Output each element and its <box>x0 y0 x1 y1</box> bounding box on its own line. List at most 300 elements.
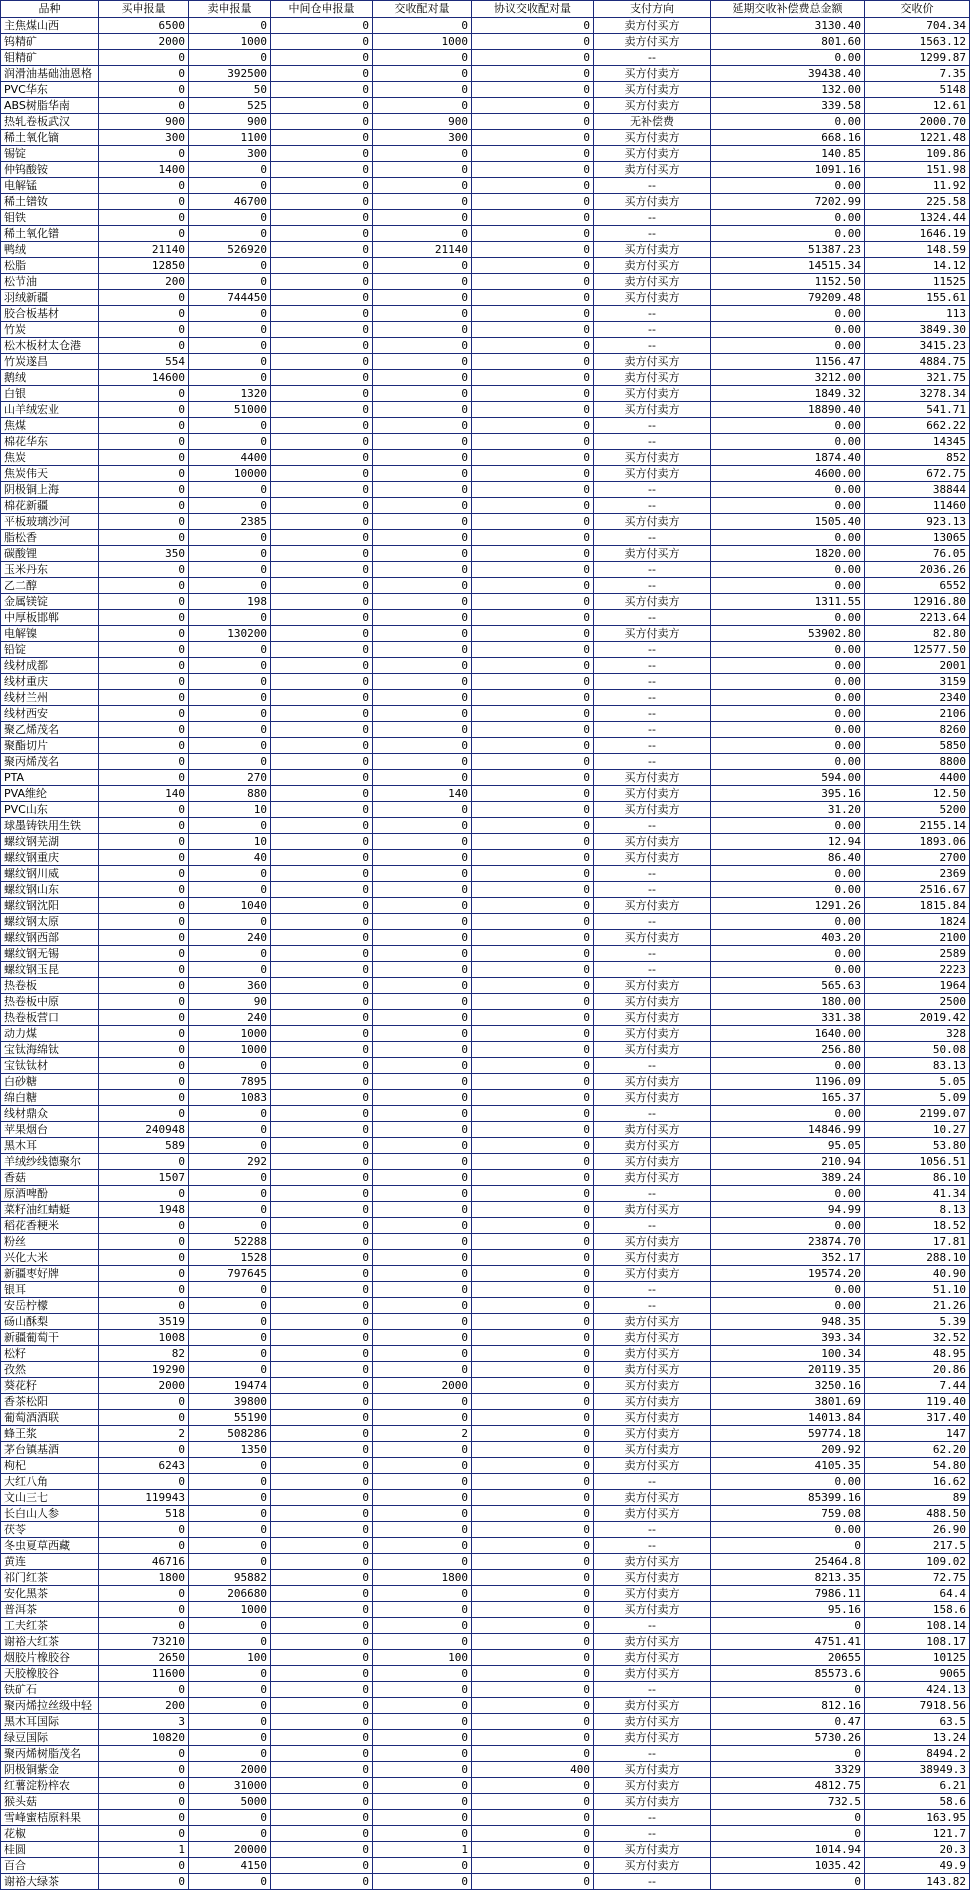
variety-cell: 球墨铸铁用生铁 <box>1 818 99 834</box>
delivery-price-cell: 17.81 <box>865 1234 970 1250</box>
deferred-compensation-cell: 0.00 <box>711 1186 865 1202</box>
intermediate-qty-cell: 0 <box>271 338 373 354</box>
deferred-compensation-cell: 0 <box>711 1826 865 1842</box>
sell-qty-cell: 360 <box>189 978 271 994</box>
sell-qty-cell: 797645 <box>189 1266 271 1282</box>
agreement-matched-qty-cell: 0 <box>472 18 594 34</box>
deferred-compensation-cell: 20655 <box>711 1650 865 1666</box>
payment-direction-cell: -- <box>594 1474 711 1490</box>
variety-cell: PVC华东 <box>1 82 99 98</box>
buy-qty-cell: 0 <box>99 306 189 322</box>
deferred-compensation-cell: 0.00 <box>711 498 865 514</box>
sell-qty-cell: 0 <box>189 706 271 722</box>
sell-qty-cell: 880 <box>189 786 271 802</box>
payment-direction-cell: -- <box>594 1106 711 1122</box>
sell-qty-cell: 0 <box>189 306 271 322</box>
buy-qty-cell: 0 <box>99 978 189 994</box>
matched-qty-cell: 0 <box>373 1666 472 1682</box>
variety-cell: 铁矿石 <box>1 1682 99 1698</box>
agreement-matched-qty-cell: 0 <box>472 1026 594 1042</box>
delivery-price-cell: 2155.14 <box>865 818 970 834</box>
agreement-matched-qty-cell: 0 <box>472 1442 594 1458</box>
buy-qty-cell: 46716 <box>99 1554 189 1570</box>
table-row <box>1 386 970 402</box>
matched-qty-cell: 0 <box>373 1074 472 1090</box>
table-row <box>1 290 970 306</box>
delivery-price-cell: 288.10 <box>865 1250 970 1266</box>
intermediate-qty-cell: 0 <box>271 1090 373 1106</box>
intermediate-qty-cell: 0 <box>271 482 373 498</box>
delivery-price-cell: 4884.75 <box>865 354 970 370</box>
agreement-matched-qty-cell: 0 <box>472 1554 594 1570</box>
deferred-compensation-cell: 0 <box>711 1682 865 1698</box>
sell-qty-cell: 55190 <box>189 1410 271 1426</box>
delivery-price-cell: 8494.2 <box>865 1746 970 1762</box>
sell-qty-cell: 0 <box>189 50 271 66</box>
agreement-matched-qty-cell: 0 <box>472 658 594 674</box>
deferred-compensation-cell: 759.08 <box>711 1506 865 1522</box>
matched-qty-cell: 0 <box>373 210 472 226</box>
deferred-compensation-cell: 20119.35 <box>711 1362 865 1378</box>
variety-cell: 苹果烟台 <box>1 1122 99 1138</box>
payment-direction-cell: 买方付卖方 <box>594 1042 711 1058</box>
variety-cell: 大红八角 <box>1 1474 99 1490</box>
payment-direction-cell: -- <box>594 1874 711 1890</box>
variety-cell: 稀土氧化镨 <box>1 226 99 242</box>
matched-qty-cell: 0 <box>373 978 472 994</box>
sell-qty-cell: 0 <box>189 338 271 354</box>
deferred-compensation-cell: 395.16 <box>711 786 865 802</box>
variety-cell: 螺纹钢山东 <box>1 882 99 898</box>
deferred-compensation-cell: 812.16 <box>711 1698 865 1714</box>
deferred-compensation-cell: 0.00 <box>711 562 865 578</box>
delivery-price-cell: 89 <box>865 1490 970 1506</box>
delivery-price-cell: 53.80 <box>865 1138 970 1154</box>
sell-qty-cell: 1000 <box>189 1602 271 1618</box>
buy-qty-cell: 0 <box>99 562 189 578</box>
buy-qty-cell: 0 <box>99 962 189 978</box>
intermediate-qty-cell: 0 <box>271 1490 373 1506</box>
variety-cell: 葡萄酒酒联 <box>1 1410 99 1426</box>
buy-qty-cell: 0 <box>99 1522 189 1538</box>
delivery-price-cell: 7.35 <box>865 66 970 82</box>
matched-qty-cell: 0 <box>373 226 472 242</box>
payment-direction-cell: -- <box>594 210 711 226</box>
sell-qty-cell: 0 <box>189 1874 271 1890</box>
sell-qty-cell: 0 <box>189 178 271 194</box>
matched-qty-cell: 0 <box>373 354 472 370</box>
payment-direction-cell: 买方付卖方 <box>594 1250 711 1266</box>
table-row <box>1 1298 970 1314</box>
delivery-price-cell: 9065 <box>865 1666 970 1682</box>
buy-qty-cell: 1948 <box>99 1202 189 1218</box>
payment-direction-cell: 卖方付买方 <box>594 1698 711 1714</box>
agreement-matched-qty-cell: 0 <box>472 546 594 562</box>
buy-qty-cell: 1507 <box>99 1170 189 1186</box>
deferred-compensation-cell: 4105.35 <box>711 1458 865 1474</box>
matched-qty-cell: 0 <box>373 578 472 594</box>
delivery-price-cell: 10125 <box>865 1650 970 1666</box>
matched-qty-cell: 0 <box>373 258 472 274</box>
table-row <box>1 82 970 98</box>
intermediate-qty-cell: 0 <box>271 98 373 114</box>
agreement-matched-qty-cell: 0 <box>472 866 594 882</box>
sell-qty-cell: 1000 <box>189 34 271 50</box>
payment-direction-cell: 买方付卖方 <box>594 978 711 994</box>
deferred-compensation-cell: 86.40 <box>711 850 865 866</box>
payment-direction-cell: -- <box>594 818 711 834</box>
buy-qty-cell: 518 <box>99 1506 189 1522</box>
variety-cell: PVC山东 <box>1 802 99 818</box>
variety-cell: 黄连 <box>1 1554 99 1570</box>
deferred-compensation-cell: 0.00 <box>711 1298 865 1314</box>
agreement-matched-qty-cell: 0 <box>472 1186 594 1202</box>
variety-cell: 线材西安 <box>1 706 99 722</box>
matched-qty-cell: 0 <box>373 178 472 194</box>
deferred-compensation-cell: 0.00 <box>711 754 865 770</box>
table-row <box>1 1794 970 1810</box>
payment-direction-cell: 买方付卖方 <box>594 770 711 786</box>
sell-qty-cell: 0 <box>189 1746 271 1762</box>
matched-qty-cell: 0 <box>373 738 472 754</box>
sell-qty-cell: 300 <box>189 146 271 162</box>
buy-qty-cell: 0 <box>99 722 189 738</box>
intermediate-qty-cell: 0 <box>271 434 373 450</box>
intermediate-qty-cell: 0 <box>271 1762 373 1778</box>
intermediate-qty-cell: 0 <box>271 1218 373 1234</box>
payment-direction-cell: -- <box>594 690 711 706</box>
matched-qty-cell: 0 <box>373 1042 472 1058</box>
intermediate-qty-cell: 0 <box>271 1170 373 1186</box>
matched-qty-cell: 0 <box>373 1202 472 1218</box>
deferred-compensation-cell: 0.00 <box>711 1282 865 1298</box>
table-row <box>1 946 970 962</box>
sell-qty-cell: 10 <box>189 834 271 850</box>
agreement-matched-qty-cell: 0 <box>472 1602 594 1618</box>
intermediate-qty-cell: 0 <box>271 1570 373 1586</box>
variety-cell: 猴头菇 <box>1 1794 99 1810</box>
table-row <box>1 1138 970 1154</box>
sell-qty-cell: 0 <box>189 1186 271 1202</box>
payment-direction-cell: -- <box>594 914 711 930</box>
delivery-price-cell: 64.4 <box>865 1586 970 1602</box>
delivery-price-cell: 40.90 <box>865 1266 970 1282</box>
delivery-price-cell: 3849.30 <box>865 322 970 338</box>
table-row <box>1 818 970 834</box>
delivery-price-cell: 48.95 <box>865 1346 970 1362</box>
intermediate-qty-cell: 0 <box>271 1330 373 1346</box>
sell-qty-cell: 0 <box>189 1218 271 1234</box>
intermediate-qty-cell: 0 <box>271 722 373 738</box>
intermediate-qty-cell: 0 <box>271 34 373 50</box>
deferred-compensation-cell: 256.80 <box>711 1042 865 1058</box>
delivery-price-cell: 14.12 <box>865 258 970 274</box>
buy-qty-cell: 200 <box>99 274 189 290</box>
intermediate-qty-cell: 0 <box>271 178 373 194</box>
payment-direction-cell: 买方付卖方 <box>594 850 711 866</box>
buy-qty-cell: 0 <box>99 946 189 962</box>
table-row <box>1 1762 970 1778</box>
agreement-matched-qty-cell: 0 <box>472 562 594 578</box>
matched-qty-cell: 0 <box>373 1682 472 1698</box>
intermediate-qty-cell: 0 <box>271 66 373 82</box>
agreement-matched-qty-cell: 0 <box>472 242 594 258</box>
matched-qty-cell: 0 <box>373 818 472 834</box>
payment-direction-cell: 卖方付买方 <box>594 1138 711 1154</box>
delivery-price-cell: 38844 <box>865 482 970 498</box>
intermediate-qty-cell: 0 <box>271 578 373 594</box>
intermediate-qty-cell: 0 <box>271 914 373 930</box>
matched-qty-cell: 0 <box>373 1602 472 1618</box>
table-row <box>1 914 970 930</box>
delivery-price-cell: 10.27 <box>865 1122 970 1138</box>
buy-qty-cell: 0 <box>99 658 189 674</box>
delivery-price-cell: 225.58 <box>865 194 970 210</box>
matched-qty-cell: 0 <box>373 1186 472 1202</box>
variety-cell: 桂圆 <box>1 1842 99 1858</box>
matched-qty-cell: 1 <box>373 1842 472 1858</box>
deferred-compensation-cell: 4812.75 <box>711 1778 865 1794</box>
variety-cell: 羽绒新疆 <box>1 290 99 306</box>
deferred-compensation-cell: 18890.40 <box>711 402 865 418</box>
payment-direction-cell: 买方付卖方 <box>594 1234 711 1250</box>
agreement-matched-qty-cell: 0 <box>472 146 594 162</box>
variety-cell: 线材兰州 <box>1 690 99 706</box>
delivery-price-cell: 58.6 <box>865 1794 970 1810</box>
delivery-price-cell: 38949.3 <box>865 1762 970 1778</box>
agreement-matched-qty-cell: 0 <box>472 402 594 418</box>
deferred-compensation-cell: 1640.00 <box>711 1026 865 1042</box>
table-row <box>1 1634 970 1650</box>
agreement-matched-qty-cell: 0 <box>472 338 594 354</box>
intermediate-qty-cell: 0 <box>271 1666 373 1682</box>
deferred-compensation-cell: 389.24 <box>711 1170 865 1186</box>
matched-qty-cell: 0 <box>373 18 472 34</box>
delivery-price-cell: 1299.87 <box>865 50 970 66</box>
variety-cell: 葵花籽 <box>1 1378 99 1394</box>
deferred-compensation-cell: 0.00 <box>711 962 865 978</box>
deferred-compensation-cell: 1091.16 <box>711 162 865 178</box>
intermediate-qty-cell: 0 <box>271 1074 373 1090</box>
buy-qty-cell: 0 <box>99 1682 189 1698</box>
payment-direction-cell: -- <box>594 1538 711 1554</box>
sell-qty-cell: 0 <box>189 258 271 274</box>
sell-qty-cell: 5000 <box>189 1794 271 1810</box>
deferred-compensation-cell: 0 <box>711 1618 865 1634</box>
agreement-matched-qty-cell: 0 <box>472 1426 594 1442</box>
sell-qty-cell: 508286 <box>189 1426 271 1442</box>
matched-qty-cell: 0 <box>373 1554 472 1570</box>
sell-qty-cell: 0 <box>189 370 271 386</box>
buy-qty-cell: 0 <box>99 1394 189 1410</box>
table-row <box>1 754 970 770</box>
matched-qty-cell: 0 <box>373 322 472 338</box>
table-row <box>1 50 970 66</box>
deferred-compensation-cell: 0 <box>711 1538 865 1554</box>
deferred-compensation-cell: 0.00 <box>711 178 865 194</box>
sell-qty-cell: 0 <box>189 1698 271 1714</box>
delivery-price-cell: 2340 <box>865 690 970 706</box>
variety-cell: 竹炭 <box>1 322 99 338</box>
variety-cell: 钨精矿 <box>1 34 99 50</box>
delivery-price-cell: 8.13 <box>865 1202 970 1218</box>
deferred-compensation-cell: 85399.16 <box>711 1490 865 1506</box>
variety-cell: 鸭绒 <box>1 242 99 258</box>
buy-qty-cell: 0 <box>99 1538 189 1554</box>
table-row <box>1 1394 970 1410</box>
table-row <box>1 178 970 194</box>
matched-qty-cell: 0 <box>373 162 472 178</box>
payment-direction-cell: 买方付卖方 <box>594 146 711 162</box>
sell-qty-cell: 0 <box>189 690 271 706</box>
col-header-variety: 品种 <box>1 1 99 18</box>
sell-qty-cell: 0 <box>189 1730 271 1746</box>
intermediate-qty-cell: 0 <box>271 1442 373 1458</box>
agreement-matched-qty-cell: 0 <box>472 1282 594 1298</box>
payment-direction-cell: 买方付卖方 <box>594 898 711 914</box>
variety-cell: 松籽 <box>1 1346 99 1362</box>
matched-qty-cell: 0 <box>373 866 472 882</box>
intermediate-qty-cell: 0 <box>271 1410 373 1426</box>
table-row <box>1 562 970 578</box>
variety-cell: 白砂糖 <box>1 1074 99 1090</box>
variety-cell: 铅锭 <box>1 642 99 658</box>
matched-qty-cell: 0 <box>373 1314 472 1330</box>
table-row <box>1 1090 970 1106</box>
intermediate-qty-cell: 0 <box>271 1234 373 1250</box>
payment-direction-cell: 买方付卖方 <box>594 1778 711 1794</box>
delivery-price-cell: 109.02 <box>865 1554 970 1570</box>
buy-qty-cell: 0 <box>99 1746 189 1762</box>
agreement-matched-qty-cell: 0 <box>472 706 594 722</box>
table-row <box>1 1602 970 1618</box>
intermediate-qty-cell: 0 <box>271 610 373 626</box>
sell-qty-cell: 0 <box>189 1634 271 1650</box>
payment-direction-cell: -- <box>594 1186 711 1202</box>
matched-qty-cell: 0 <box>373 1586 472 1602</box>
sell-qty-cell: 0 <box>189 722 271 738</box>
intermediate-qty-cell: 0 <box>271 562 373 578</box>
intermediate-qty-cell: 0 <box>271 1506 373 1522</box>
table-row <box>1 1250 970 1266</box>
table-row <box>1 1538 970 1554</box>
agreement-matched-qty-cell: 0 <box>472 498 594 514</box>
intermediate-qty-cell: 0 <box>271 290 373 306</box>
matched-qty-cell: 2000 <box>373 1378 472 1394</box>
delivery-price-cell: 63.5 <box>865 1714 970 1730</box>
matched-qty-cell: 0 <box>373 834 472 850</box>
buy-qty-cell: 0 <box>99 594 189 610</box>
sell-qty-cell: 0 <box>189 738 271 754</box>
deferred-compensation-cell: 3801.69 <box>711 1394 865 1410</box>
deferred-compensation-cell: 14515.34 <box>711 258 865 274</box>
agreement-matched-qty-cell: 0 <box>472 834 594 850</box>
deferred-compensation-cell: 12.94 <box>711 834 865 850</box>
payment-direction-cell: 卖方付买方 <box>594 1202 711 1218</box>
table-row <box>1 1266 970 1282</box>
sell-qty-cell: 0 <box>189 1682 271 1698</box>
agreement-matched-qty-cell: 0 <box>472 1090 594 1106</box>
matched-qty-cell: 140 <box>373 786 472 802</box>
sell-qty-cell: 4150 <box>189 1858 271 1874</box>
payment-direction-cell: -- <box>594 1298 711 1314</box>
variety-cell: 稀土氧化镝 <box>1 130 99 146</box>
table-row <box>1 850 970 866</box>
table-row <box>1 610 970 626</box>
payment-direction-cell: 买方付卖方 <box>594 1394 711 1410</box>
table-row <box>1 482 970 498</box>
variety-cell: 香菇 <box>1 1170 99 1186</box>
buy-qty-cell: 200 <box>99 1698 189 1714</box>
payment-direction-cell: -- <box>594 1618 711 1634</box>
variety-cell: 线材鼎众 <box>1 1106 99 1122</box>
buy-qty-cell: 0 <box>99 1410 189 1426</box>
deferred-compensation-cell: 339.58 <box>711 98 865 114</box>
delivery-price-cell: 158.6 <box>865 1602 970 1618</box>
intermediate-qty-cell: 0 <box>271 1714 373 1730</box>
table-row <box>1 1778 970 1794</box>
sell-qty-cell: 0 <box>189 946 271 962</box>
intermediate-qty-cell: 0 <box>271 1474 373 1490</box>
buy-qty-cell: 0 <box>99 578 189 594</box>
delivery-price-cell: 2019.42 <box>865 1010 970 1026</box>
col-header-buy-qty: 买申报量 <box>99 1 189 18</box>
table-row <box>1 994 970 1010</box>
col-header-matched-qty: 交收配对量 <box>373 1 472 18</box>
payment-direction-cell: -- <box>594 658 711 674</box>
variety-cell: 黑木耳国际 <box>1 1714 99 1730</box>
deferred-compensation-cell: 732.5 <box>711 1794 865 1810</box>
payment-direction-cell: 卖方付买方 <box>594 1330 711 1346</box>
delivery-price-cell: 18.52 <box>865 1218 970 1234</box>
table-row <box>1 674 970 690</box>
payment-direction-cell: 卖方付买方 <box>594 1650 711 1666</box>
buy-qty-cell: 0 <box>99 1010 189 1026</box>
sell-qty-cell: 0 <box>189 482 271 498</box>
delivery-price-cell: 72.75 <box>865 1570 970 1586</box>
variety-cell: 线材重庆 <box>1 674 99 690</box>
intermediate-qty-cell: 0 <box>271 162 373 178</box>
deferred-compensation-cell: 1035.42 <box>711 1858 865 1874</box>
matched-qty-cell: 0 <box>373 194 472 210</box>
agreement-matched-qty-cell: 0 <box>472 1202 594 1218</box>
delivery-price-cell: 2100 <box>865 930 970 946</box>
variety-cell: 螺纹钢沈阳 <box>1 898 99 914</box>
buy-qty-cell: 6500 <box>99 18 189 34</box>
payment-direction-cell: -- <box>594 434 711 450</box>
buy-qty-cell: 554 <box>99 354 189 370</box>
delivery-price-cell: 26.90 <box>865 1522 970 1538</box>
matched-qty-cell: 0 <box>373 1858 472 1874</box>
table-row <box>1 370 970 386</box>
table-row <box>1 466 970 482</box>
table-row <box>1 322 970 338</box>
matched-qty-cell: 0 <box>373 850 472 866</box>
table-row <box>1 162 970 178</box>
agreement-matched-qty-cell: 0 <box>472 482 594 498</box>
intermediate-qty-cell: 0 <box>271 1698 373 1714</box>
sell-qty-cell: 0 <box>189 226 271 242</box>
table-row <box>1 1698 970 1714</box>
variety-cell: 仲钨酸铵 <box>1 162 99 178</box>
variety-cell: 山羊绒宏业 <box>1 402 99 418</box>
delivery-price-cell: 12916.80 <box>865 594 970 610</box>
deferred-compensation-cell: 100.34 <box>711 1346 865 1362</box>
payment-direction-cell: 卖方付买方 <box>594 18 711 34</box>
deferred-compensation-cell: 0 <box>711 1746 865 1762</box>
variety-cell: 谢裕大红茶 <box>1 1634 99 1650</box>
delivery-price-cell: 32.52 <box>865 1330 970 1346</box>
